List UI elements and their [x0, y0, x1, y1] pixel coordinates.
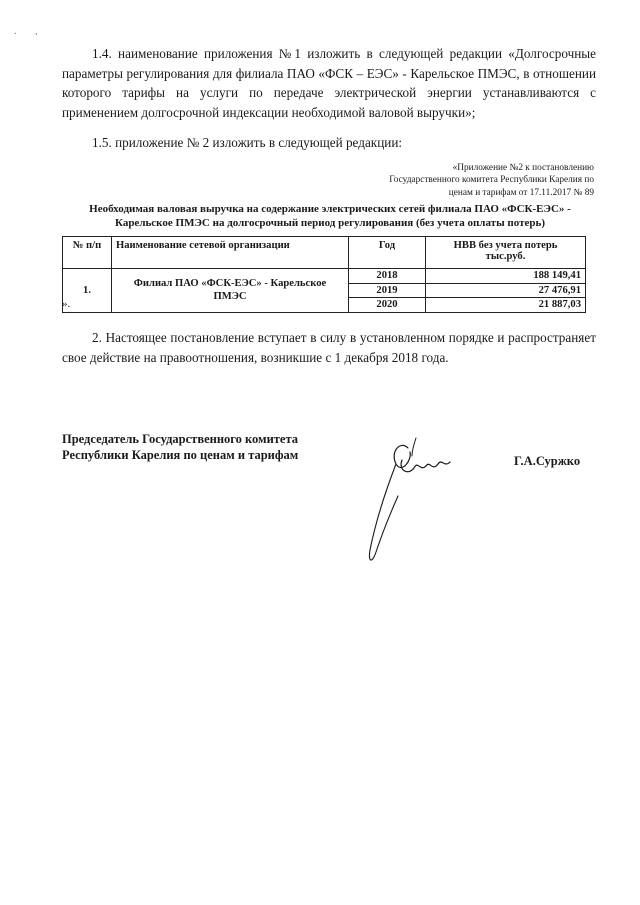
row-year: 2019 — [349, 283, 426, 298]
header-name: Наименование сетевой организации — [112, 237, 349, 269]
scan-specks: . , — [14, 26, 46, 37]
paragraph-1-5: 1.5. приложение № 2 изложить в следующей редакции: — [92, 135, 403, 150]
appendix-note — [334, 162, 594, 199]
nvv-table — [62, 236, 586, 313]
paragraph-1-4: 1.4. наименование приложения №1 изложить в следующей редакции «Долгосрочные параметры регулирования для филиала ПАО «ФСК – ЕЭС» - Карельское ПМЭС, в отношении которого тарифы на услуги по передаче электрической энергии устанавливаются с применением долгосрочной индексации необходимой валовой выручки»; — [62, 46, 596, 120]
appendix-note-line: Государственного комитета Республики Карелия по — [389, 175, 594, 186]
row-value: 27 476,91 — [426, 283, 586, 298]
signatory-name: Г.А.Суржко — [514, 454, 581, 468]
table-title — [70, 203, 590, 230]
row-year: 2020 — [349, 298, 426, 313]
signatory-title-line: Республики Карелия по ценам и тарифам — [62, 447, 299, 462]
row-value: 188 149,41 — [426, 269, 586, 284]
header-num: № п/п — [63, 237, 112, 269]
handwritten-signature — [350, 430, 470, 580]
appendix-note-line: ценам и тарифам от 17.11.2017 № 89 — [448, 187, 594, 198]
header-year: Год — [349, 237, 426, 269]
row-num: 1. — [63, 269, 112, 313]
row-year: 2018 — [349, 269, 426, 284]
signatory-title — [62, 432, 298, 463]
table-title-line: Карельское ПМЭС на долгосрочный период регулирования (без учета оплаты потерь) — [114, 216, 545, 229]
row-value: 21 887,03 — [426, 298, 586, 313]
signatory-title-line: Председатель Государственного комитета — [62, 432, 299, 446]
appendix-note-line: «Приложение №2 к постановлению — [452, 163, 594, 173]
quote-close: ». — [62, 298, 71, 310]
header-nvv-line: НВВ без учета потерь — [453, 240, 558, 251]
table-row — [63, 269, 586, 284]
row-org-name — [112, 269, 349, 313]
paragraph-2: 2. Настоящее постановление вступает в силу в установленном порядке и распространяет свое действие на правоотношения, возникшие с 1 декабря 2018 года. — [62, 330, 596, 365]
table-header-row — [63, 237, 586, 269]
org-name-line: Филиал ПАО «ФСК-ЕЭС» - Карельское — [133, 277, 327, 289]
header-nvv — [426, 237, 586, 269]
org-name-line: ПМЭС — [213, 291, 247, 303]
table-title-line: Необходимая валовая выручка на содержание электрических сетей филиала ПАО «ФСК-ЕЭС» - — [89, 203, 571, 215]
header-nvv-line: тыс.руб. — [485, 251, 526, 262]
